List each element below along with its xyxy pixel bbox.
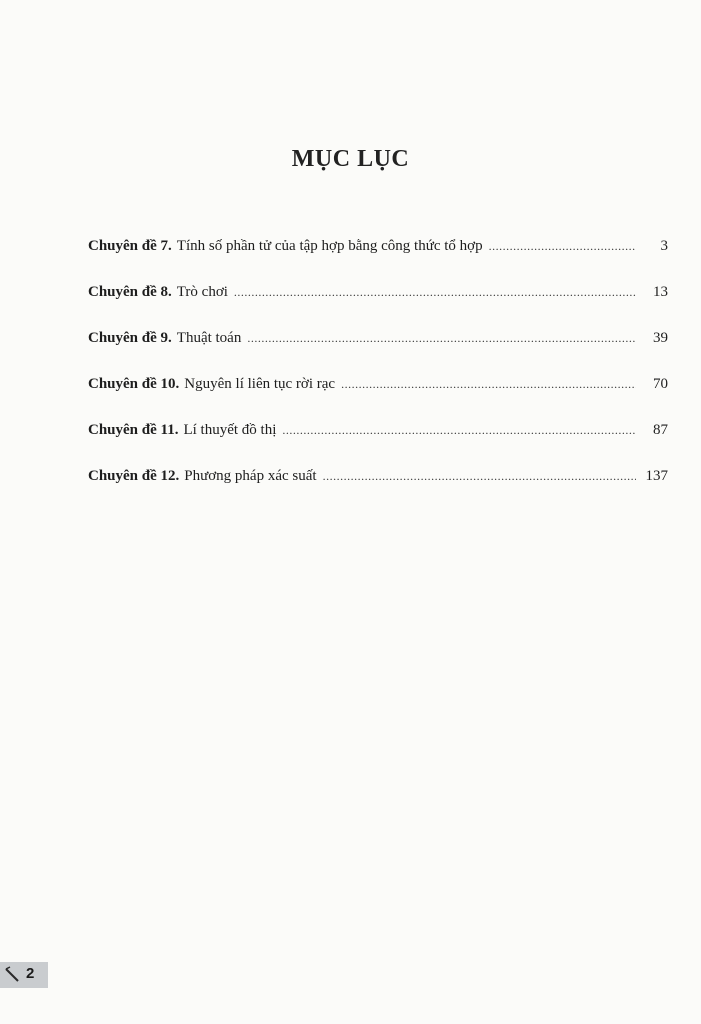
toc-entry-page: 13 (653, 284, 668, 300)
toc-entry[interactable] (88, 238, 668, 284)
toc-entry[interactable] (88, 284, 668, 330)
dot-leader (489, 239, 636, 254)
page-title: MỤC LỤC (291, 146, 410, 172)
toc-entry-label: Chuyên đề 12. (88, 468, 180, 484)
toc-entry-title: Thuật toán (176, 330, 242, 346)
toc-entry[interactable] (88, 468, 668, 514)
toc-entry[interactable] (88, 330, 668, 376)
page-number: 2 (26, 965, 35, 982)
toc-entry-page: 39 (653, 330, 668, 346)
toc-entry-title: Lí thuyết đồ thị (183, 422, 277, 438)
toc-entry-title: Tính số phần tử của tập hợp bằng công thức tổ hợp (176, 238, 483, 254)
toc-entry[interactable] (88, 376, 668, 422)
toc-entry-page: 87 (653, 422, 668, 438)
toc-entry-label: Chuyên đề 9. (88, 330, 172, 346)
toc-entry[interactable] (88, 422, 668, 468)
dot-leader (341, 377, 636, 392)
toc-entry-title: Phương pháp xác suất (184, 468, 317, 484)
dot-leader (323, 469, 636, 484)
toc-entry-label: Chuyên đề 8. (88, 284, 172, 300)
dot-leader (234, 285, 636, 300)
toc-entry-page: 137 (645, 468, 668, 484)
toc-entry-title: Nguyên lí liên tục rời rạc (184, 376, 336, 392)
dot-leader (247, 331, 636, 346)
toc-entry-label: Chuyên đề 7. (88, 238, 172, 254)
table-of-contents (88, 238, 668, 514)
toc-entry-page: 70 (653, 376, 668, 392)
toc-entry-page: 3 (660, 238, 668, 254)
dot-leader (282, 423, 636, 438)
toc-entry-title: Trò chơi (176, 284, 228, 300)
corner-slash-icon (4, 965, 22, 983)
toc-entry-label: Chuyên đề 10. (88, 376, 180, 392)
page-number-tab (0, 962, 48, 988)
toc-entry-label: Chuyên đề 11. (88, 422, 179, 438)
